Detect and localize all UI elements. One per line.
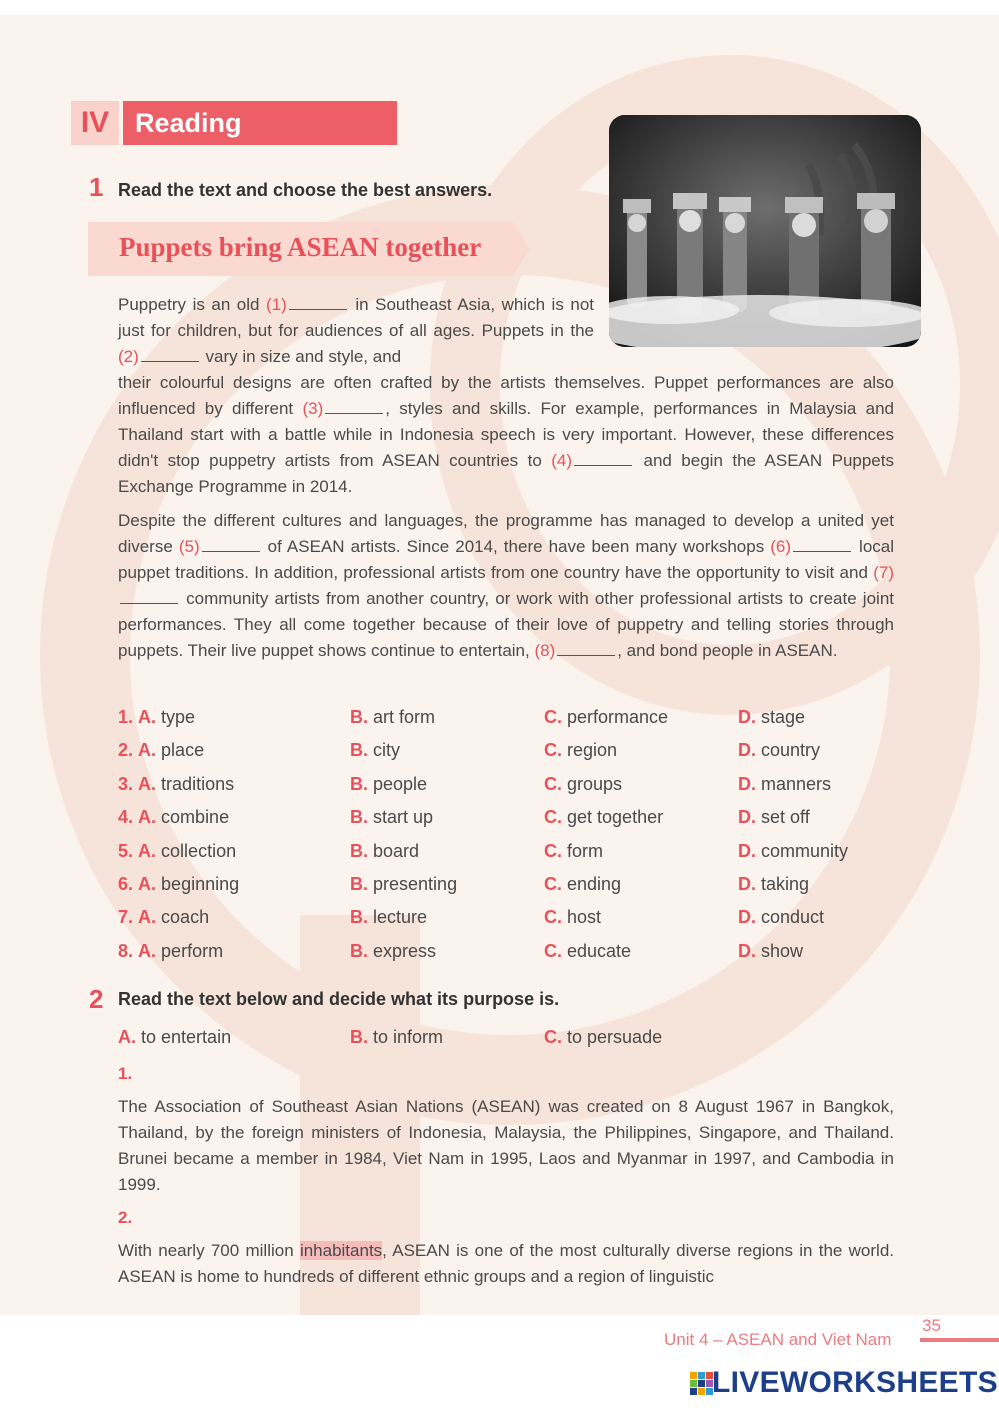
option-letter: B. [350,740,368,761]
option-row [118,804,918,837]
option-letter: C. [544,873,562,894]
answer-blank[interactable] [289,295,347,310]
page-number-bar [920,1338,999,1342]
blank-number: (8) [534,641,556,660]
option-letter: D. [738,907,756,928]
option-row [118,737,918,770]
option-letter: D. [738,940,756,961]
option-letter: A. [138,873,157,894]
option-a[interactable] [118,938,223,964]
option-text: ending [567,873,622,894]
option-c[interactable] [544,871,621,897]
question-number: 8. [118,940,134,961]
option-text: stage [761,707,806,727]
task-number: 2 [89,984,104,1014]
option-b[interactable] [350,704,435,730]
text-run: in Southeast Asia, which is not just for children, but for audiences of all ages. Puppets in the [118,295,594,340]
option-a[interactable] [118,904,209,930]
option-letter: B. [350,907,368,928]
option-letter: B. [350,840,368,861]
option-d[interactable] [738,771,831,797]
option-c[interactable] [544,904,601,930]
section-header [71,101,397,145]
purpose-option-b[interactable]: B. to inform [350,1027,444,1047]
option-text: host [567,907,602,928]
unit-footer: Unit 4 – ASEAN and Viet Nam [664,1330,892,1349]
option-letter: B. [350,773,368,794]
option-text: get together [567,807,664,828]
option-letter: C. [544,707,562,727]
option-text: combine [161,807,230,828]
liveworksheets-wordmark: LIVEWORKSHEETS [712,1366,998,1399]
option-letter: D. [738,873,756,894]
option-text: show [761,940,804,961]
option-letter: A. [138,940,157,961]
option-letter: A. [138,773,157,794]
option-a[interactable] [118,871,239,897]
option-letter: B. [350,940,368,961]
option-letter: D. [738,707,756,727]
question-number: 6. [118,873,134,894]
blank-number: (3) [302,399,324,418]
option-letter: B. [350,807,368,828]
option-d[interactable] [738,737,820,763]
task-instruction: Read the text and choose the best answers. [118,180,493,200]
option-text: beginning [161,873,240,894]
option-letter: A. [138,707,157,727]
option-text: community [761,840,849,861]
option-text: city [373,740,401,761]
option-c[interactable] [544,771,622,797]
option-d[interactable] [738,838,848,864]
option-text: place [161,740,205,761]
option-letter: B. [350,873,368,894]
option-text: type [161,707,196,727]
blank-number: (5) [178,537,200,556]
option-letter: C. [544,840,562,861]
highlighted-word[interactable]: inhabitants [299,1241,383,1260]
paragraph-1-body: their colourful designs are often crafted by the artists themselves. Puppet performances are also influenced by different (3) , styles and skills. For example, performances in Malaysia and Thailand start with a battle while in Indonesia speech is very important. However, these differences didn't stop puppetry artists from ASEAN countries to (4) and begin the ASEAN Puppets Exchange Programme in 2014. [118,373,894,496]
answer-blank[interactable] [574,451,632,466]
liveworksheets-logo-icon [690,1372,714,1396]
paragraph-1-lead: Puppetry is an old (1) in Southeast Asia, which is not just for children, but for audiences of all ages. Puppets in the (2) vary in size and style, and [118,295,594,366]
option-text: taking [761,873,810,894]
purpose-options [118,1027,918,1053]
option-letter: D. [738,773,756,794]
text-run: Puppetry is an old [118,295,267,314]
option-b[interactable] [350,804,433,830]
option-row [118,771,918,804]
option-c[interactable] [544,704,668,730]
blank-number: (6) [770,537,792,556]
answer-blank[interactable] [325,399,383,414]
option-text: performance [567,707,669,727]
option-text: form [567,840,604,861]
question-number: 7. [118,907,134,928]
option-b[interactable] [350,838,419,864]
option-b[interactable] [350,904,427,930]
puppet-photo-icon [609,115,921,347]
option-letter: A. [138,807,157,828]
option-a[interactable] [118,838,236,864]
option-a[interactable] [118,771,234,797]
option-text: art form [373,707,436,727]
answer-options [118,704,918,971]
question-number: 3. [118,773,134,794]
task-number: 1 [89,172,104,202]
option-text: region [567,740,618,761]
option-a[interactable] [118,704,195,730]
option-letter: C. [544,773,562,794]
option-b[interactable] [350,737,400,763]
text-number: 2. [118,1208,133,1227]
question-number: 1. [118,707,134,727]
paragraph-2: Despite the different cultures and languages, the programme has managed to develop a united yet diverse (5) of ASEAN artists. Since 2014, there have been many workshops (6) local puppet traditions. In addition, professional artists from one country have the opportunity to visit and (7) community artists from another country, or work with other professional artists to create joint performances. They all come together because of their love of puppetry and telling stories through puppets. Their live puppet shows continue to entertain, (8) , and bond people in ASEAN. [118,511,895,660]
option-d[interactable] [738,904,824,930]
option-letter: A. [138,907,157,928]
option-text: start up [373,807,434,828]
option-letter: A. [138,740,157,761]
option-letter: A. [138,840,157,861]
option-b[interactable] [350,771,427,797]
page-number: 35 [922,1316,941,1335]
option-row [118,904,918,937]
option-text: lecture [373,907,428,928]
answer-blank[interactable] [120,589,178,604]
option-letter: C. [544,940,562,961]
answer-blank[interactable] [557,641,615,656]
text-run: and begin the ASEAN Puppets Exchange Programme in 2014. [118,451,894,496]
answer-blank[interactable] [141,347,199,362]
option-text: groups [567,773,623,794]
option-b[interactable] [350,938,436,964]
option-text: presenting [373,873,458,894]
option-letter: D. [738,740,756,761]
option-text: board [373,840,420,861]
option-text: traditions [161,773,235,794]
option-text: country [761,740,821,761]
option-d[interactable] [738,704,805,730]
task-instruction: Read the text below and decide what its purpose is. [118,989,560,1009]
option-d[interactable] [738,804,810,830]
option-d[interactable] [738,871,809,897]
purpose-option-a[interactable]: A. to entertain [118,1027,232,1047]
section-title: Reading [123,101,397,145]
option-text: people [373,773,428,794]
blank-number: (4) [551,451,573,470]
option-text: coach [161,907,210,928]
option-row [118,871,918,904]
article-title: Puppets bring ASEAN together [119,232,482,262]
option-text: collection [161,840,237,861]
option-text: conduct [761,907,825,928]
option-a[interactable] [118,804,229,830]
option-letter: C. [544,907,562,928]
option-text: educate [567,940,632,961]
option-letter: B. [350,707,368,727]
answer-blank[interactable] [202,537,260,552]
option-row [118,938,918,971]
option-text: express [373,940,437,961]
option-letter: C. [544,807,562,828]
option-text: perform [161,940,224,961]
purpose-option-c[interactable]: C. to persuade [544,1027,663,1047]
option-c[interactable] [544,737,617,763]
blank-number: (7) [873,563,894,582]
option-c[interactable] [544,804,663,830]
text-2-body: With nearly 700 million inhabitants, ASEAN is one of the most culturally diverse regions in the world. ASEAN is home to hundreds of different ethnic groups and a region of linguistic [118,1241,894,1286]
option-letter: D. [738,840,756,861]
section-number: IV [71,101,119,145]
text-number: 1. [118,1064,133,1083]
option-d[interactable] [738,938,803,964]
blank-number: (1) [266,295,287,314]
option-c[interactable] [544,838,603,864]
text-run: , styles and skills. For example, performances in Malaysia and Thailand start with a battle while in Indonesia speech is very important. However, these differences didn't stop puppetry artists from ASEAN countries to [118,399,894,470]
option-letter: D. [738,807,756,828]
option-a[interactable] [118,737,204,763]
question-number: 4. [118,807,134,828]
text-1-body: The Association of Southeast Asian Nations (ASEAN) was created on 8 August 1967 in Bangkok, Thailand, by the foreign ministers of Indonesia, Malaysia, the Philippines, Singapore, and Thailand. Brunei became a member in 1984, Viet Nam in 1995, Laos and Myanmar in 1997, and Cambodia in 1999. [118,1097,894,1194]
blank-number: (2) [118,347,139,366]
option-c[interactable] [544,938,631,964]
option-letter: C. [544,740,562,761]
option-row [118,704,918,737]
question-number: 2. [118,740,134,761]
answer-blank[interactable] [793,537,851,552]
option-b[interactable] [350,871,457,897]
option-text: manners [761,773,832,794]
option-text: set off [761,807,810,828]
question-number: 5. [118,840,134,861]
option-row [118,838,918,871]
